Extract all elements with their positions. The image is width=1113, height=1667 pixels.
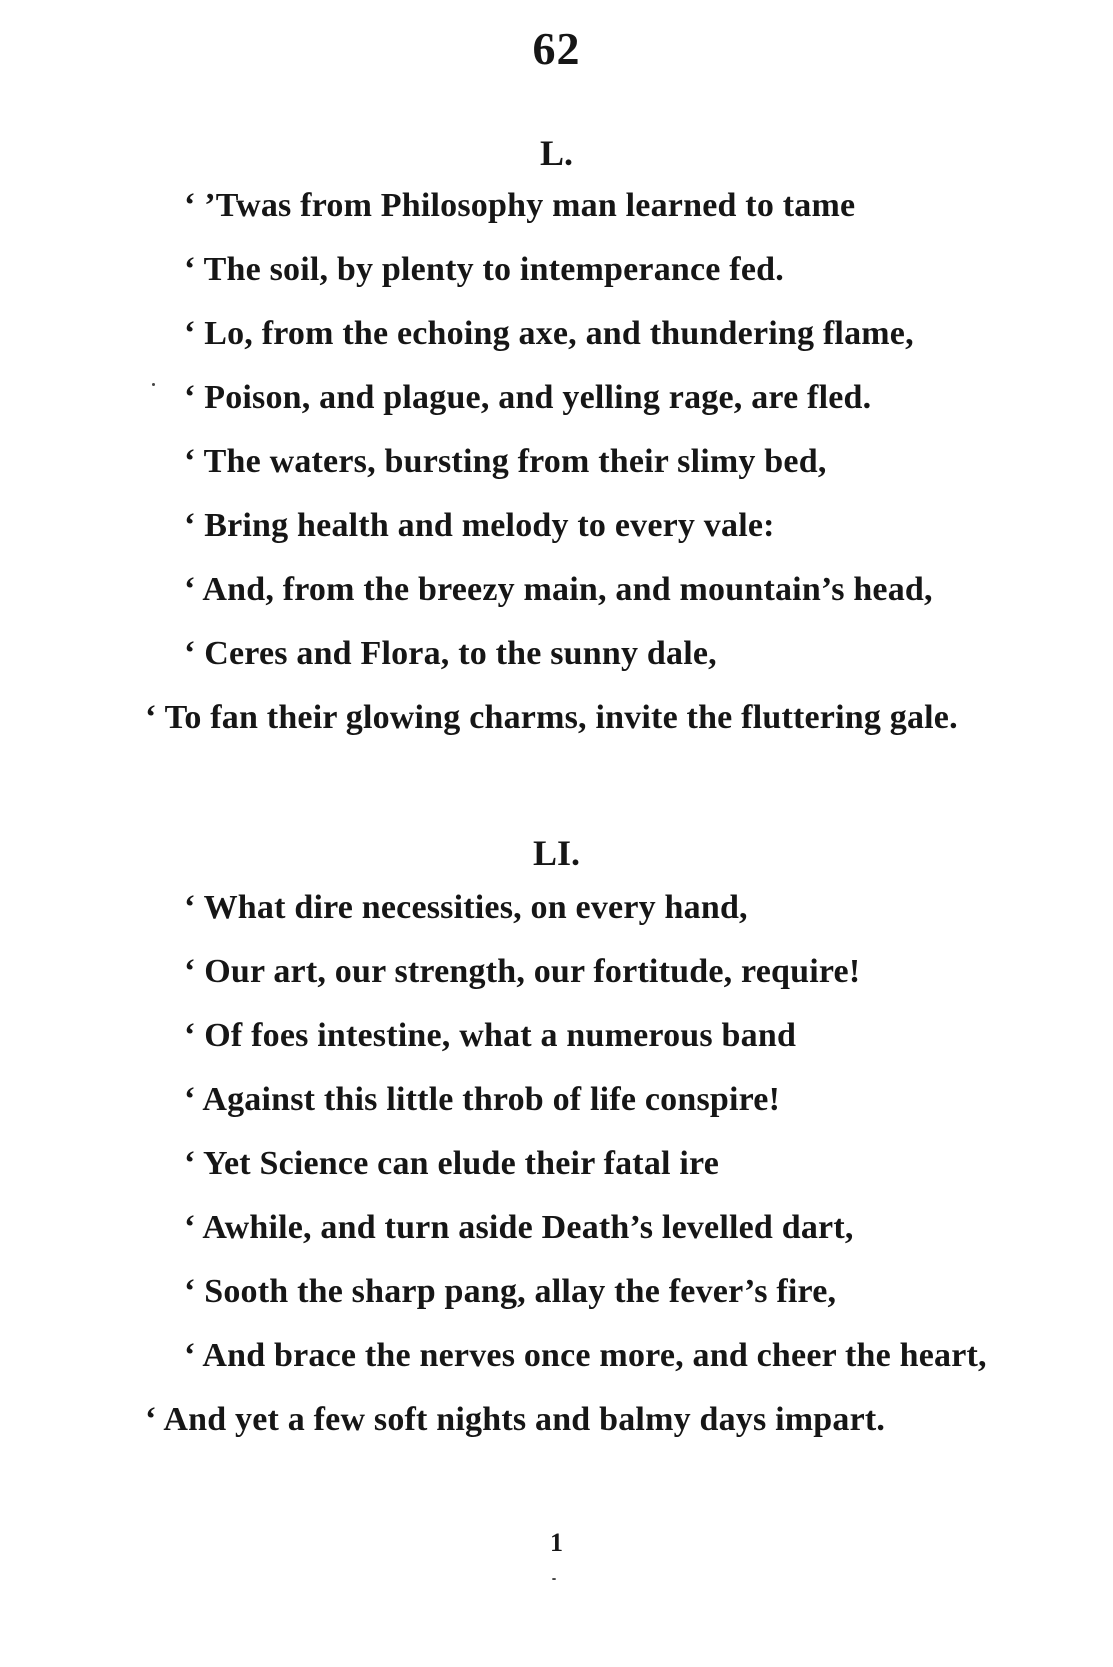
- verse-line: ‘ Yet Science can elude their fatal ire: [184, 1145, 719, 1182]
- page-number: 62: [532, 23, 581, 74]
- verse-line: ‘ Our art, our strength, our fortitude, require!: [184, 953, 861, 990]
- verse-line: ‘ Awhile, and turn aside Death’s levelled dart,: [184, 1209, 854, 1246]
- verse-line: ‘ And brace the nerves once more, and cheer the heart,: [184, 1337, 987, 1374]
- verse-line: ‘ The waters, bursting from their slimy bed,: [184, 443, 827, 480]
- verse-line: ‘ Poison, and plague, and yelling rage, are fled.: [184, 379, 872, 416]
- verse-line-alexandrine: ‘ And yet a few soft nights and balmy days impart.: [145, 1401, 886, 1438]
- verse-line: ‘ What dire necessities, on every hand,: [184, 889, 748, 926]
- verse-line: ‘ Bring health and melody to every vale:: [184, 507, 775, 544]
- verse-line-alexandrine: ‘ To fan their glowing charms, invite the fluttering gale.: [145, 699, 958, 736]
- print-speck: [552, 1578, 556, 1580]
- verse-line: ‘ ’Twas from Philosophy man learned to tame: [184, 187, 856, 224]
- verse-line: ‘ Against this little throb of life conspire!: [184, 1081, 781, 1118]
- verse-line: ‘ And, from the breezy main, and mountain’s head,: [184, 571, 933, 608]
- stanza-heading: LI.: [532, 833, 581, 873]
- verse-line: ‘ Sooth the sharp pang, allay the fever’s fire,: [184, 1273, 837, 1310]
- verse-line: ‘ The soil, by plenty to intemperance fed.: [184, 251, 784, 288]
- print-speck: [152, 383, 155, 386]
- verse-line: ‘ Of foes intestine, what a numerous band: [184, 1017, 797, 1054]
- verse-line: ‘ Ceres and Flora, to the sunny dale,: [184, 635, 717, 672]
- signature-mark: 1: [550, 1528, 563, 1557]
- stanza-heading: L.: [539, 133, 573, 173]
- verse-line: ‘ Lo, from the echoing axe, and thundering flame,: [184, 315, 914, 352]
